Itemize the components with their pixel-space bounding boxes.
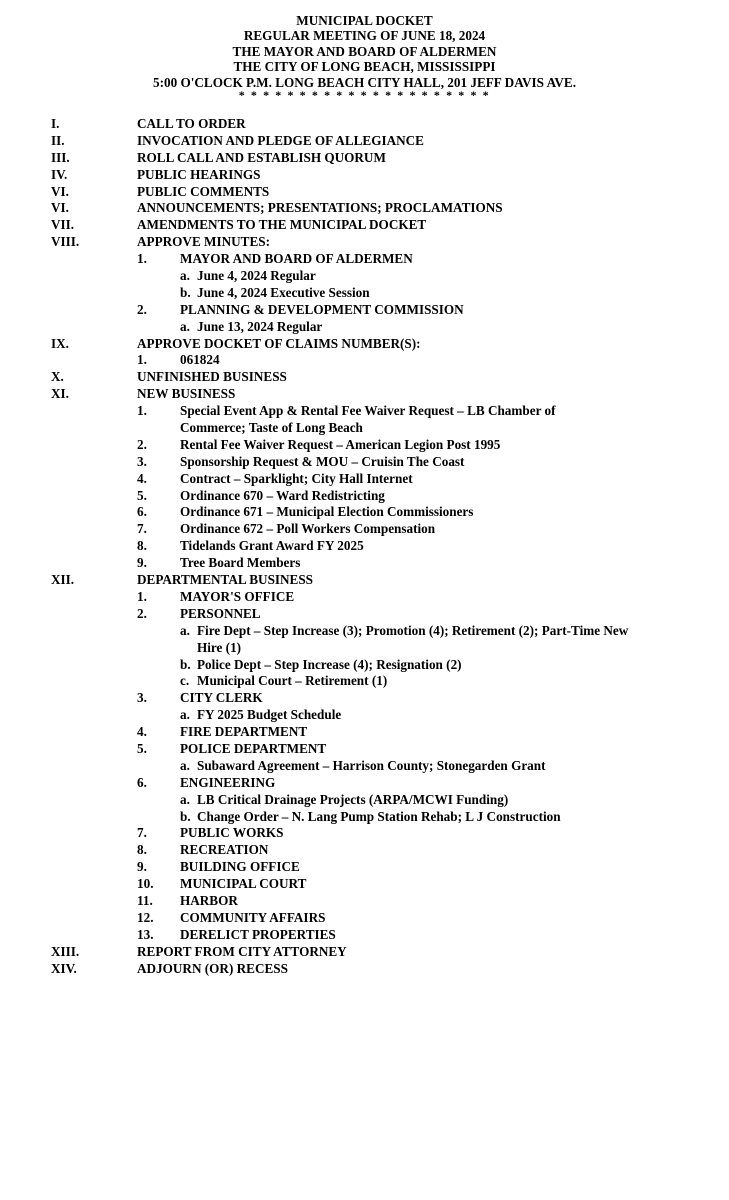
agenda-item-text: PERSONNEL	[180, 605, 261, 621]
agenda-item-number: 5.	[137, 740, 147, 756]
agenda-subitem	[0, 268, 729, 285]
agenda-item-text: Tree Board Members	[180, 555, 301, 571]
agenda-item	[0, 724, 729, 741]
agenda-item-text: Tidelands Grant Award FY 2025	[180, 538, 364, 554]
agenda-item	[0, 403, 729, 420]
agenda-item-text: MUNICIPAL COURT	[180, 876, 307, 892]
agenda-section	[0, 961, 729, 978]
agenda-section-text: APPROVE DOCKET OF CLAIMS NUMBER(S):	[137, 335, 421, 351]
agenda-list	[0, 116, 729, 977]
agenda-section-text: NEW BUSINESS	[137, 386, 236, 402]
agenda-item-text: MAYOR AND BOARD OF ALDERMEN	[180, 251, 413, 267]
docket-header	[0, 13, 729, 103]
agenda-subitem-text: June 4, 2024 Regular	[197, 268, 316, 284]
agenda-subitem-number: b.	[180, 656, 191, 672]
agenda-item-number: 2.	[137, 605, 147, 621]
agenda-section	[0, 944, 729, 961]
agenda-item	[0, 859, 729, 876]
agenda-item	[0, 504, 729, 521]
agenda-item	[0, 825, 729, 842]
agenda-item-number: 7.	[137, 521, 147, 537]
agenda-section-number: III.	[51, 149, 70, 165]
agenda-item	[0, 690, 729, 707]
agenda-section	[0, 150, 729, 167]
agenda-subitem-text: Subaward Agreement – Harrison County; Stonegarden Grant	[197, 757, 546, 773]
agenda-item-number: 2.	[137, 301, 147, 317]
agenda-section-number: XIII.	[51, 943, 80, 959]
agenda-item-continuation	[0, 420, 729, 437]
agenda-item	[0, 927, 729, 944]
agenda-item-number: 11.	[137, 892, 153, 908]
agenda-subitem-number: a.	[180, 268, 190, 284]
agenda-item-text: CITY CLERK	[180, 690, 263, 706]
agenda-section-text: CALL TO ORDER	[137, 116, 246, 131]
agenda-item-number: 10.	[137, 876, 154, 892]
agenda-item-number: 1.	[137, 251, 147, 267]
agenda-section	[0, 116, 729, 133]
agenda-section-text: REPORT FROM CITY ATTORNEY	[137, 943, 347, 959]
agenda-item-text: Special Event App & Rental Fee Waiver Request – LB Chamber of	[180, 403, 556, 419]
agenda-item-text: FIRE DEPARTMENT	[180, 724, 308, 740]
agenda-section-text: AMENDMENTS TO THE MUNICIPAL DOCKET	[137, 217, 427, 233]
agenda-subitem-number: b.	[180, 808, 191, 824]
agenda-item	[0, 555, 729, 572]
agenda-item-text: Sponsorship Request & MOU – Cruisin The Coast	[180, 453, 465, 469]
agenda-item-text: Ordinance 672 – Poll Workers Compensation	[180, 521, 436, 537]
agenda-subitem-text: Fire Dept – Step Increase (3); Promotion (4); Retirement (2); Part-Time New	[197, 622, 629, 638]
agenda-subitem	[0, 623, 729, 640]
agenda-item-number: 7.	[137, 825, 147, 841]
agenda-subitem	[0, 657, 729, 674]
agenda-item-text: MAYOR'S OFFICE	[180, 588, 295, 604]
agenda-subitem-number: b.	[180, 284, 191, 300]
agenda-subitem	[0, 285, 729, 302]
agenda-item-number: 8.	[137, 842, 147, 858]
agenda-item	[0, 454, 729, 471]
agenda-item-text: POLICE DEPARTMENT	[180, 740, 327, 756]
agenda-section-number: I.	[51, 116, 60, 131]
star-divider: * * * * * * * * * * * * * * * * * * * * *	[238, 88, 491, 103]
agenda-subitem	[0, 707, 729, 724]
agenda-item-number: 5.	[137, 487, 147, 503]
agenda-subitem	[0, 673, 729, 690]
agenda-item	[0, 876, 729, 893]
meeting-date: REGULAR MEETING OF JUNE 18, 2024	[243, 28, 486, 44]
agenda-subitem-text: Municipal Court – Retirement (1)	[197, 673, 388, 689]
agenda-item-text: 061824	[180, 352, 220, 368]
agenda-item-number: 3.	[137, 690, 147, 706]
agenda-section-number: VII.	[51, 217, 75, 233]
agenda-section	[0, 234, 729, 251]
agenda-item	[0, 538, 729, 555]
agenda-item-text: BUILDING OFFICE	[180, 859, 300, 875]
agenda-item-text: PLANNING & DEVELOPMENT COMMISSION	[180, 301, 464, 317]
agenda-item-number: 2.	[137, 436, 147, 452]
agenda-subitem-number: c.	[180, 673, 190, 689]
agenda-item-number: 1.	[137, 352, 147, 368]
agenda-item	[0, 606, 729, 623]
agenda-item	[0, 302, 729, 319]
agenda-item	[0, 488, 729, 505]
agenda-item-text: Rental Fee Waiver Request – American Legion Post 1995	[180, 436, 501, 452]
agenda-item	[0, 893, 729, 910]
agenda-section-number: II.	[51, 132, 65, 148]
agenda-item-number: 3.	[137, 453, 147, 469]
agenda-subitem	[0, 758, 729, 775]
agenda-item-text: Ordinance 671 – Municipal Election Commissioners	[180, 504, 474, 520]
governing-body: THE MAYOR AND BOARD OF ALDERMEN	[232, 43, 497, 59]
agenda-section	[0, 184, 729, 201]
agenda-item-number: 13.	[137, 926, 154, 942]
agenda-section	[0, 572, 729, 589]
agenda-subitem-text: June 13, 2024 Regular	[197, 318, 323, 334]
agenda-section-text: PUBLIC HEARINGS	[137, 166, 261, 182]
agenda-subitem-number: a.	[180, 791, 190, 807]
agenda-subitem-text: Change Order – N. Lang Pump Station Rehab; L J Construction	[197, 808, 561, 824]
agenda-subitem-number: a.	[180, 757, 190, 773]
agenda-subitem-continuation	[0, 640, 729, 657]
agenda-section-text: APPROVE MINUTES:	[137, 234, 270, 250]
agenda-item-number: 9.	[137, 555, 147, 571]
agenda-item-text: Ordinance 670 – Ward Redistricting	[180, 487, 385, 503]
agenda-item-text: PUBLIC WORKS	[180, 825, 284, 841]
agenda-item	[0, 251, 729, 268]
agenda-item	[0, 521, 729, 538]
agenda-subitem-text: FY 2025 Budget Schedule	[197, 707, 342, 723]
agenda-item-number: 9.	[137, 859, 147, 875]
agenda-section-number: IV.	[51, 166, 68, 182]
agenda-item-text: RECREATION	[180, 842, 269, 858]
agenda-section	[0, 369, 729, 386]
agenda-section-text: ADJOURN (OR) RECESS	[137, 960, 288, 976]
agenda-section-text: ANNOUNCEMENTS; PRESENTATIONS; PROCLAMATIONS	[137, 200, 503, 216]
agenda-item-text: COMMUNITY AFFAIRS	[180, 909, 326, 925]
agenda-section	[0, 133, 729, 150]
agenda-item-number: 6.	[137, 504, 147, 520]
agenda-subitem-text: LB Critical Drainage Projects (ARPA/MCWI Funding)	[197, 791, 509, 807]
agenda-section-number: IX.	[51, 335, 69, 351]
agenda-section-number: VI.	[51, 200, 69, 216]
agenda-section	[0, 217, 729, 234]
agenda-subitem-continuation-text: Hire (1)	[197, 639, 242, 655]
city-name: THE CITY OF LONG BEACH, MISSISSIPPI	[233, 59, 496, 75]
agenda-subitem-text: Police Dept – Step Increase (4); Resignation (2)	[197, 656, 462, 672]
agenda-item	[0, 471, 729, 488]
agenda-section	[0, 336, 729, 353]
agenda-section	[0, 200, 729, 217]
agenda-subitem-number: a.	[180, 318, 190, 334]
agenda-item	[0, 775, 729, 792]
agenda-item-text: ENGINEERING	[180, 774, 276, 790]
agenda-item-text: Contract – Sparklight; City Hall Internet	[180, 470, 413, 486]
agenda-item	[0, 842, 729, 859]
agenda-section-number: XII.	[51, 572, 75, 588]
agenda-section-text: INVOCATION AND PLEDGE OF ALLEGIANCE	[137, 132, 424, 148]
agenda-section-number: XI.	[51, 386, 69, 402]
meeting-time-location: 5:00 O'CLOCK P.M. LONG BEACH CITY HALL, 201 JEFF DAVIS AVE.	[152, 74, 577, 90]
agenda-item-number: 4.	[137, 724, 147, 740]
agenda-item-continuation-text: Commerce; Taste of Long Beach	[180, 420, 363, 436]
agenda-subitem	[0, 792, 729, 809]
agenda-item	[0, 910, 729, 927]
agenda-item-number: 1.	[137, 403, 147, 419]
agenda-section-text: PUBLIC COMMENTS	[137, 183, 270, 199]
agenda-subitem-number: a.	[180, 707, 190, 723]
agenda-section	[0, 386, 729, 403]
agenda-subitem-text: June 4, 2024 Executive Session	[197, 284, 370, 300]
agenda-section-number: VI.	[51, 183, 69, 199]
agenda-item	[0, 352, 729, 369]
agenda-item-number: 4.	[137, 470, 147, 486]
agenda-section-text: DEPARTMENTAL BUSINESS	[137, 572, 314, 588]
agenda-item-number: 8.	[137, 538, 147, 554]
agenda-item-text: DERELICT PROPERTIES	[180, 926, 336, 942]
agenda-subitem-number: a.	[180, 622, 190, 638]
agenda-section-text: ROLL CALL AND ESTABLISH QUORUM	[137, 149, 386, 165]
agenda-item-number: 6.	[137, 774, 147, 790]
docket-title: MUNICIPAL DOCKET	[296, 13, 433, 28]
agenda-section-text: UNFINISHED BUSINESS	[137, 369, 287, 385]
agenda-item-number: 1.	[137, 588, 147, 604]
agenda-item	[0, 437, 729, 454]
agenda-subitem	[0, 319, 729, 336]
agenda-section-number: VIII.	[51, 234, 80, 250]
agenda-item	[0, 741, 729, 758]
agenda-section-number: X.	[51, 369, 64, 385]
agenda-section-number: XIV.	[51, 960, 77, 976]
agenda-item	[0, 589, 729, 606]
agenda-subitem	[0, 809, 729, 826]
agenda-item-text: HARBOR	[180, 892, 238, 908]
agenda-item-number: 12.	[137, 909, 154, 925]
agenda-section	[0, 167, 729, 184]
